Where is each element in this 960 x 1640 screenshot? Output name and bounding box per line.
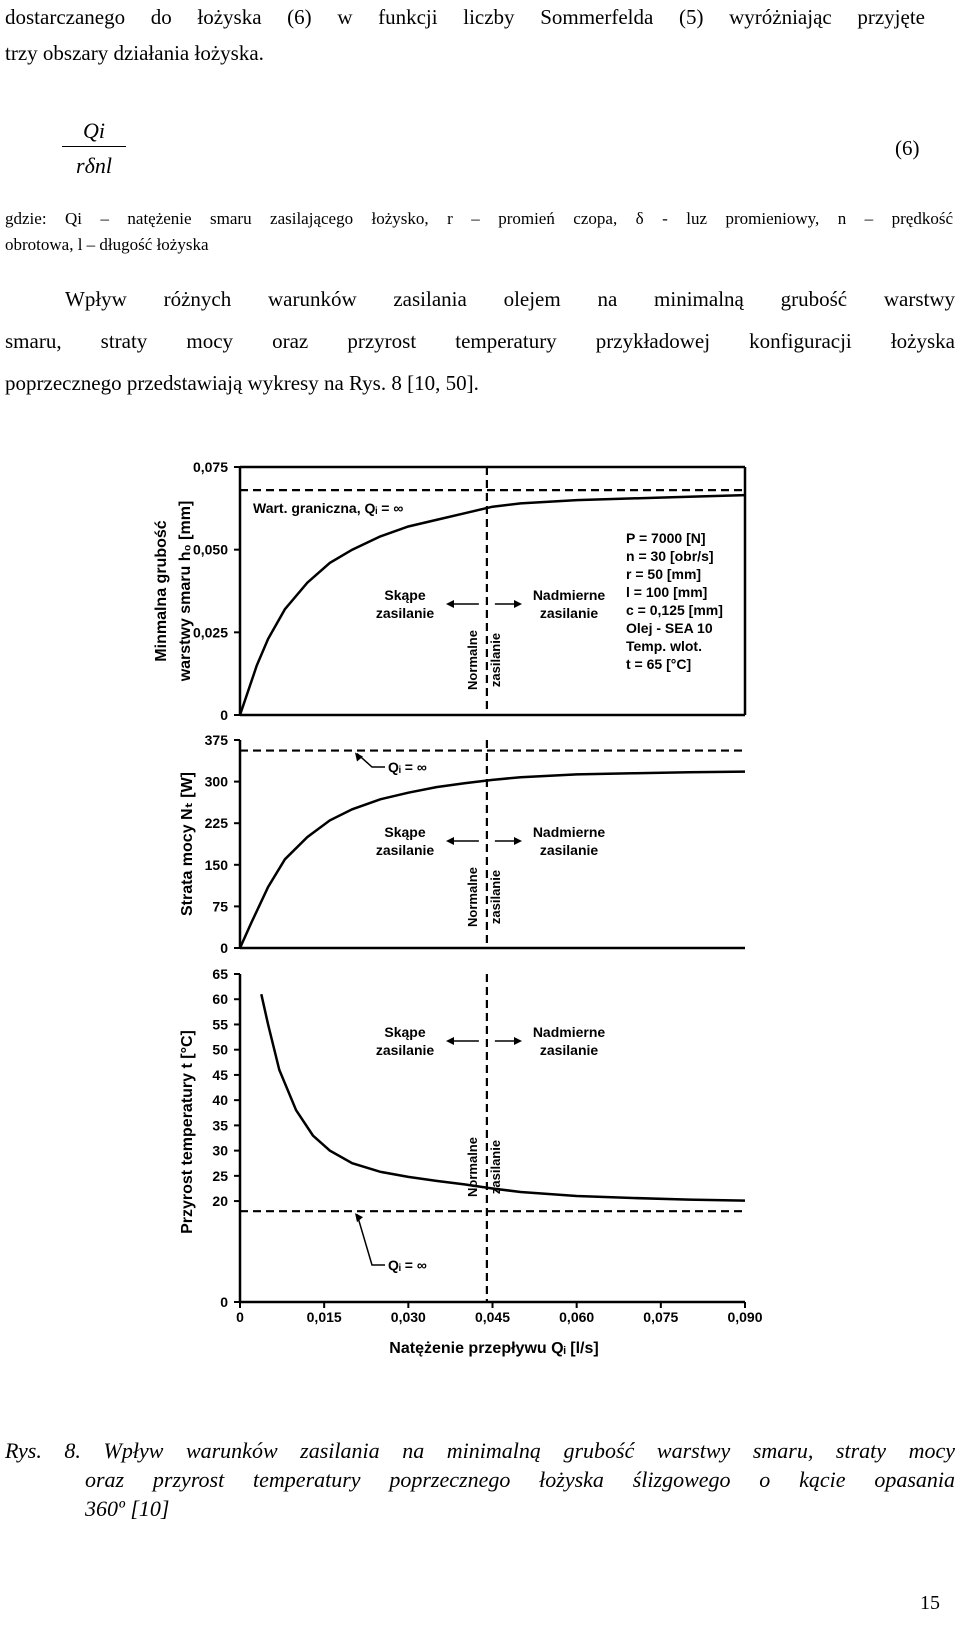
region-arrowhead (446, 1037, 454, 1045)
y-tick-label: 50 (212, 1041, 228, 1058)
y-axis-label: Strata mocy Nₜ [W] (179, 772, 196, 916)
x-tick-label: 0,060 (559, 1309, 595, 1325)
caption-line: 360º [10] (85, 1496, 170, 1521)
definition-line: obrotowa, l – długość łożyska (5, 235, 209, 254)
y-tick-label: 300 (204, 773, 228, 790)
paragraph-line: dostarczanego do łożyska (6) w funkcji liczby Sommerfelda (5) wyróżniając przyjęte (5, 5, 925, 29)
normal-supply-label: zasilanie (488, 1139, 503, 1195)
y-axis-label: warstwy smaru h₀ [mm] (177, 500, 194, 682)
y-tick-label: 0 (220, 1294, 228, 1310)
region-label: Nadmierne (532, 1024, 606, 1040)
region-label: Nadmierne (532, 824, 606, 840)
y-tick-label: 150 (204, 856, 228, 873)
x-axis-label: Natężenie przepływu Qᵢ [l/s] (389, 1340, 599, 1357)
y-tick-label: 25 (212, 1167, 228, 1184)
region-label: zasilanie (375, 1042, 435, 1058)
region-arrowhead (514, 600, 522, 608)
x-tick-label: 0,075 (643, 1309, 679, 1325)
parameter-label: P = 7000 [N] (626, 530, 706, 546)
region-arrowhead (446, 600, 454, 608)
figure-caption (5, 1436, 955, 1523)
y-tick-label: 55 (212, 1016, 228, 1033)
normal-supply-label: Normalne (465, 630, 480, 690)
region-label: zasilanie (375, 605, 435, 621)
paragraph-line: trzy obszary działania łożyska. (5, 41, 264, 65)
parameter-label: n = 30 [obr/s] (626, 548, 714, 564)
normal-supply-label: zasilanie (488, 632, 503, 688)
x-tick-label: 0,090 (727, 1309, 763, 1325)
equation-denominator: rδnl (76, 153, 112, 178)
y-tick-label: 45 (212, 1066, 228, 1083)
x-tick-label: 0,045 (474, 1309, 511, 1325)
parameter-label: Temp. wlot. (626, 638, 702, 654)
y-tick-label: 0,075 (192, 459, 228, 475)
caption-line: oraz przyrost temperatury poprzecznego łożyska ślizgowego o kącie opasania (85, 1467, 955, 1492)
parameter-label: r = 50 [mm] (626, 566, 702, 582)
y-tick-label: 40 (212, 1092, 228, 1109)
y-tick-label: 75 (212, 898, 228, 915)
normal-supply-label: Normalne (465, 867, 480, 927)
parameter-label: Olej - SEA 10 (626, 620, 713, 636)
y-tick-label: 65 (212, 966, 228, 982)
y-tick-label: 0,050 (192, 541, 228, 558)
y-axis-label: Minmalna grubość (153, 520, 170, 662)
y-tick-label: 35 (212, 1117, 228, 1134)
page-number: 15 (920, 1592, 940, 1614)
limit-label: Qᵢ = ∞ (388, 759, 427, 775)
normal-supply-label: zasilanie (488, 869, 503, 925)
equation-number: (6) (895, 136, 920, 160)
parameter-label: c = 0,125 [mm] (626, 602, 723, 618)
limit-label: Wart. graniczna, Qᵢ = ∞ (253, 500, 404, 516)
region-label: zasilanie (539, 1042, 599, 1058)
definition-line: gdzie: Qi – natężenie smaru zasilającego łożysko, r – promień czopa, δ - luz promieniowy, n – prędkość (5, 209, 953, 228)
caption-line: Rys. 8. Wpływ warunków zasilania na minimalną grubość warstwy smaru, straty mocy (5, 1438, 955, 1463)
data-curve (261, 994, 745, 1200)
limit-label: Qᵢ = ∞ (388, 1257, 427, 1273)
x-tick-label: 0 (236, 1309, 244, 1325)
y-axis-label: Przyrost temperatury t [°C] (179, 1030, 196, 1234)
equation-numerator: Qi (62, 118, 126, 147)
parameter-label: t = 65 [°C] (626, 656, 692, 672)
normal-supply-label: Normalne (465, 1137, 480, 1197)
paragraph-line: smaru, straty mocy oraz przyrost temperatury przykładowej konfiguracji łożyska (5, 329, 955, 353)
paragraph-line: Wpływ różnych warunków zasilania olejem na minimalną grubość warstwy (65, 287, 955, 311)
region-arrowhead (514, 1037, 522, 1045)
region-arrowhead (514, 837, 522, 845)
region-label: Skąpe (384, 1024, 426, 1040)
region-label: zasilanie (539, 605, 599, 621)
y-tick-label: 20 (212, 1193, 228, 1210)
y-tick-label: 375 (204, 732, 228, 748)
y-tick-label: 30 (212, 1142, 228, 1159)
limit-pointer-head (355, 753, 363, 762)
region-label: Skąpe (384, 824, 426, 840)
region-label: Nadmierne (532, 587, 606, 603)
x-tick-label: 0,030 (390, 1309, 426, 1325)
limit-pointer (357, 1214, 385, 1265)
y-tick-label: 0 (220, 940, 228, 956)
parameter-label: l = 100 [mm] (626, 584, 708, 600)
region-arrowhead (446, 837, 454, 845)
y-tick-label: 0,025 (192, 624, 228, 641)
region-label: zasilanie (539, 842, 599, 858)
region-label: Skąpe (384, 587, 426, 603)
y-tick-label: 60 (212, 991, 228, 1008)
paragraph-line: poprzecznego przedstawiają wykresy na Rys. 8 [10, 50]. (5, 371, 479, 395)
y-tick-label: 0 (220, 707, 228, 723)
region-label: zasilanie (375, 842, 435, 858)
x-tick-label: 0,015 (306, 1309, 342, 1325)
limit-pointer (357, 754, 385, 767)
y-tick-label: 225 (204, 815, 228, 832)
